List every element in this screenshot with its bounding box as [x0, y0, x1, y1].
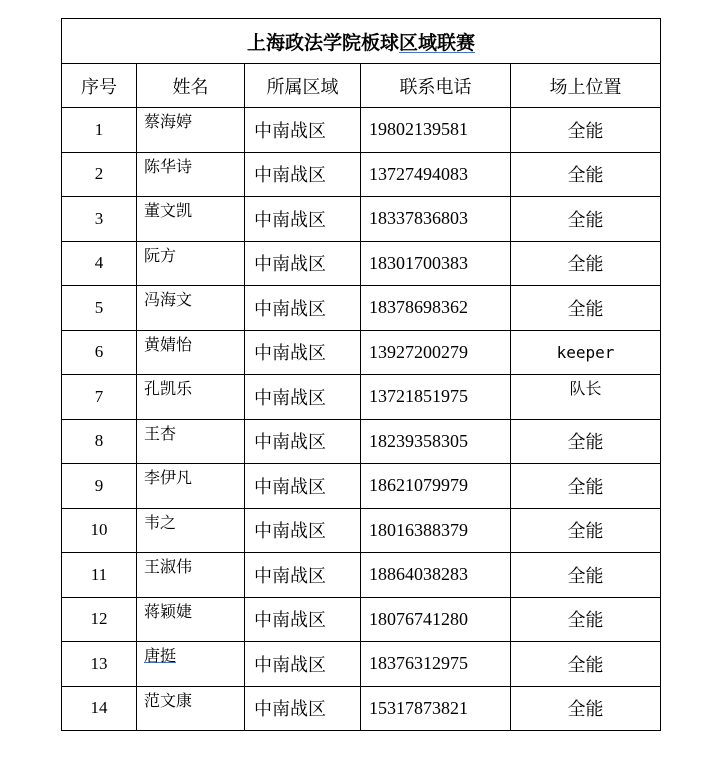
table-row	[62, 508, 661, 553]
cell-phone: 18337836803	[361, 197, 511, 242]
table-row	[62, 375, 661, 420]
header-no: 序号	[62, 64, 137, 108]
cell-position: 全能	[511, 553, 661, 598]
cell-phone: 18301700383	[361, 241, 511, 286]
header-phone: 联系电话	[361, 64, 511, 108]
cell-phone: 18076741280	[361, 597, 511, 642]
cell-region: 中南战区	[245, 152, 361, 197]
cell-name: 蒋颖婕	[137, 597, 245, 642]
table-row	[62, 197, 661, 242]
cell-name	[137, 642, 245, 687]
cell-position: keeper	[511, 330, 661, 375]
cell-phone: 18239358305	[361, 419, 511, 464]
table-row	[62, 686, 661, 731]
table-row	[62, 286, 661, 331]
cell-region: 中南战区	[245, 464, 361, 509]
cell-phone: 13927200279	[361, 330, 511, 375]
roster-table	[61, 18, 661, 731]
cell-phone: 18864038283	[361, 553, 511, 598]
cell-position: 全能	[511, 197, 661, 242]
table-row	[62, 108, 661, 153]
cell-no: 11	[62, 553, 137, 598]
cell-phone: 18621079979	[361, 464, 511, 509]
table-row	[62, 553, 661, 598]
cell-position: 全能	[511, 419, 661, 464]
cell-name: 蔡海婷	[137, 108, 245, 153]
cell-no: 9	[62, 464, 137, 509]
cell-phone: 13721851975	[361, 375, 511, 420]
cell-region: 中南战区	[245, 686, 361, 731]
cell-name: 韦之	[137, 508, 245, 553]
cell-no: 4	[62, 241, 137, 286]
cell-name: 冯海文	[137, 286, 245, 331]
cell-name: 孔凯乐	[137, 375, 245, 420]
cell-position: 全能	[511, 108, 661, 153]
cell-position: 全能	[511, 286, 661, 331]
cell-position: 全能	[511, 464, 661, 509]
cell-no: 14	[62, 686, 137, 731]
cell-no: 8	[62, 419, 137, 464]
table-title	[62, 19, 661, 64]
cell-position: 全能	[511, 642, 661, 687]
cell-no: 2	[62, 152, 137, 197]
table-row	[62, 152, 661, 197]
cell-no: 5	[62, 286, 137, 331]
cell-phone: 18016388379	[361, 508, 511, 553]
title-text-part2: 区域联赛	[399, 31, 476, 54]
table-row	[62, 419, 661, 464]
cell-no: 7	[62, 375, 137, 420]
header-name: 姓名	[137, 64, 245, 108]
cell-position: 全能	[511, 241, 661, 286]
table-row	[62, 464, 661, 509]
header-row	[62, 64, 661, 108]
cell-no: 12	[62, 597, 137, 642]
cell-phone: 15317873821	[361, 686, 511, 731]
cell-name: 黄婧怡	[137, 330, 245, 375]
cell-name: 范文康	[137, 686, 245, 731]
cell-name: 董文凯	[137, 197, 245, 242]
title-text-part1: 上海政法学院板球	[247, 31, 400, 54]
cell-position: 队长	[511, 375, 661, 420]
table-row	[62, 330, 661, 375]
cell-position: 全能	[511, 152, 661, 197]
cell-region: 中南战区	[245, 508, 361, 553]
cell-phone: 13727494083	[361, 152, 511, 197]
cell-position: 全能	[511, 508, 661, 553]
cell-region: 中南战区	[245, 642, 361, 687]
cell-no: 6	[62, 330, 137, 375]
cell-no: 10	[62, 508, 137, 553]
cell-region: 中南战区	[245, 330, 361, 375]
cell-no: 3	[62, 197, 137, 242]
title-row	[62, 19, 661, 64]
table-row	[62, 642, 661, 687]
cell-phone: 19802139581	[361, 108, 511, 153]
header-position: 场上位置	[511, 64, 661, 108]
cell-region: 中南战区	[245, 375, 361, 420]
cell-name: 王杏	[137, 419, 245, 464]
cell-region: 中南战区	[245, 286, 361, 331]
cell-region: 中南战区	[245, 553, 361, 598]
cell-name-text: 唐挺	[144, 646, 177, 665]
cell-no: 1	[62, 108, 137, 153]
cell-name: 陈华诗	[137, 152, 245, 197]
cell-region: 中南战区	[245, 108, 361, 153]
table-row	[62, 597, 661, 642]
cell-no: 13	[62, 642, 137, 687]
header-region: 所属区域	[245, 64, 361, 108]
cell-phone: 18378698362	[361, 286, 511, 331]
cell-region: 中南战区	[245, 241, 361, 286]
cell-region: 中南战区	[245, 197, 361, 242]
cell-name: 阮方	[137, 241, 245, 286]
cell-region: 中南战区	[245, 419, 361, 464]
table-row	[62, 241, 661, 286]
cell-name: 李伊凡	[137, 464, 245, 509]
cell-name: 王淑伟	[137, 553, 245, 598]
cell-position: 全能	[511, 686, 661, 731]
cell-phone: 18376312975	[361, 642, 511, 687]
roster-body	[62, 108, 661, 731]
cell-position: 全能	[511, 597, 661, 642]
cell-region: 中南战区	[245, 597, 361, 642]
